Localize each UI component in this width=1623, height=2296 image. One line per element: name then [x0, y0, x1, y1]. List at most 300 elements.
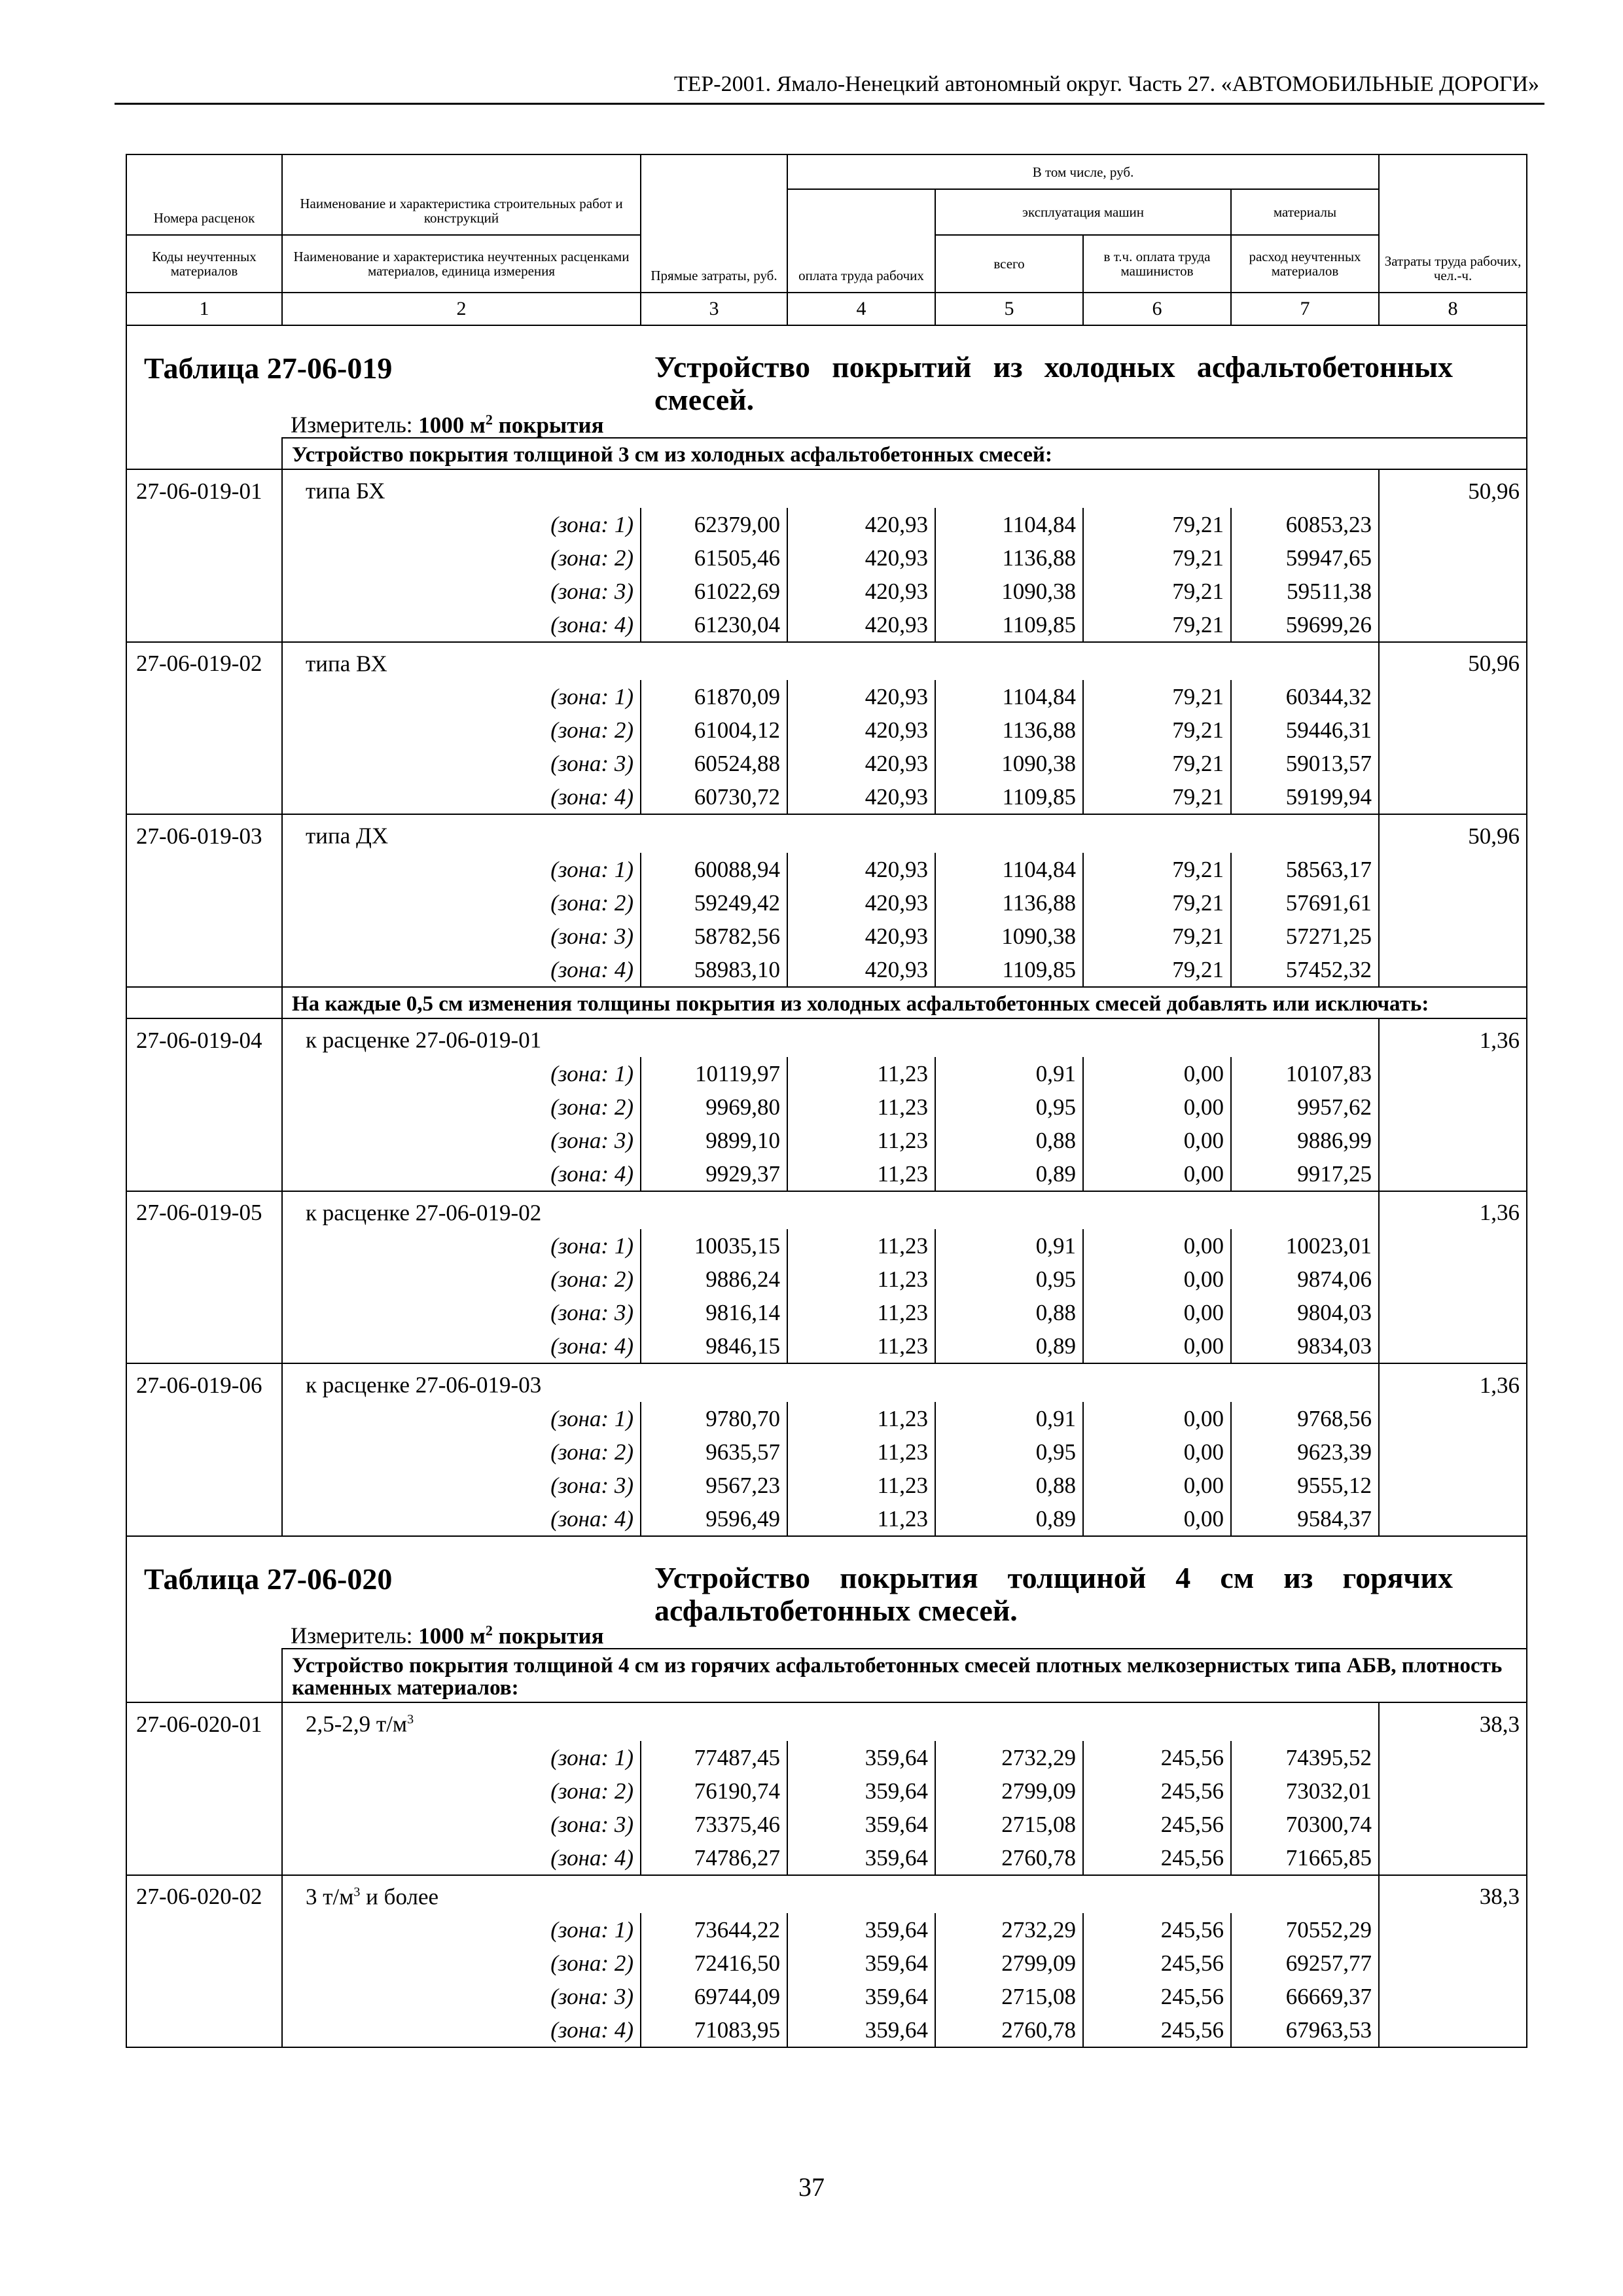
zone-row — [126, 1469, 1527, 1502]
zone-label: (зона: 1) — [282, 508, 641, 541]
rate-name — [282, 1018, 1379, 1057]
zone-machines-total: 1104,84 — [935, 508, 1083, 541]
zone-labor-spacer — [1379, 920, 1527, 953]
rate-name — [282, 469, 1379, 508]
zone-workers-pay: 11,23 — [787, 1057, 935, 1090]
zone-row — [126, 1741, 1527, 1774]
zone-row — [126, 1157, 1527, 1191]
rate-name-text: 3 т/м — [306, 1884, 354, 1910]
rate-name — [282, 1363, 1379, 1402]
zone-workers-pay: 359,64 — [787, 1980, 935, 2013]
table-header — [126, 154, 1527, 325]
zone-workers-pay: 420,93 — [787, 780, 935, 814]
zone-labor-spacer — [1379, 853, 1527, 886]
col-machines-total: всего — [935, 235, 1083, 293]
zone-label: (зона: 2) — [282, 1435, 641, 1469]
zone-code-spacer — [126, 1263, 282, 1296]
zone-materials: 71665,85 — [1231, 1841, 1379, 1875]
zone-code-spacer — [126, 1124, 282, 1157]
group-label: Устройство покрытия толщиной 4 см из горячих асфальтобетонных смесей плотных мелкозернистых типа АБВ, плотность каменных материалов: — [282, 1649, 1527, 1702]
zone-label: (зона: 3) — [282, 1469, 641, 1502]
group-label-row — [126, 987, 1527, 1018]
meter-value: 1000 м — [418, 1623, 486, 1649]
zone-code-spacer — [126, 780, 282, 814]
zone-machines-total: 2715,08 — [935, 1980, 1083, 2013]
zone-label: (зона: 2) — [282, 886, 641, 920]
zone-direct-costs: 9886,24 — [641, 1263, 787, 1296]
zone-direct-costs: 60524,88 — [641, 747, 787, 780]
zone-labor-spacer — [1379, 1090, 1527, 1124]
zone-code-spacer — [126, 886, 282, 920]
zone-row — [126, 608, 1527, 642]
rate-name-text: 2,5-2,9 т/м — [306, 1711, 408, 1737]
zone-workers-pay: 11,23 — [787, 1124, 935, 1157]
zone-machinists-pay: 0,00 — [1083, 1435, 1231, 1469]
zone-row — [126, 1841, 1527, 1875]
rate-labor: 50,96 — [1379, 814, 1527, 853]
col-machinists-pay: в т.ч. оплата труда машинистов — [1083, 235, 1231, 293]
zone-code-spacer — [126, 920, 282, 953]
meter-unit — [418, 412, 603, 438]
rate-name — [282, 1702, 1379, 1741]
zone-machines-total: 2760,78 — [935, 2013, 1083, 2047]
page-number: 37 — [798, 2172, 825, 2202]
rate-name-sup: 3 — [353, 1884, 361, 1899]
zone-machines-total: 2732,29 — [935, 1913, 1083, 1946]
zone-row — [126, 920, 1527, 953]
zone-workers-pay: 11,23 — [787, 1402, 935, 1435]
zone-machinists-pay: 245,56 — [1083, 1980, 1231, 2013]
zone-code-spacer — [126, 747, 282, 780]
zone-direct-costs: 58983,10 — [641, 953, 787, 987]
rate-code: 27-06-020-01 — [126, 1702, 282, 1741]
rate-labor: 1,36 — [1379, 1363, 1527, 1402]
col-labor: Затраты труда рабочих, чел.-ч. — [1379, 154, 1527, 293]
zone-direct-costs: 61505,46 — [641, 541, 787, 575]
zone-row — [126, 886, 1527, 920]
zone-direct-costs: 71083,95 — [641, 2013, 787, 2047]
rate-row — [126, 1191, 1527, 1230]
zone-machinists-pay: 0,00 — [1083, 1090, 1231, 1124]
zone-materials: 9555,12 — [1231, 1469, 1379, 1502]
zone-label: (зона: 3) — [282, 1124, 641, 1157]
zone-code-spacer — [126, 575, 282, 608]
zone-machinists-pay: 79,21 — [1083, 575, 1231, 608]
zone-labor-spacer — [1379, 1841, 1527, 1875]
column-number: 6 — [1083, 293, 1231, 325]
zone-labor-spacer — [1379, 953, 1527, 987]
zone-labor-spacer — [1379, 1329, 1527, 1363]
zone-labor-spacer — [1379, 680, 1527, 713]
zone-machinists-pay: 245,56 — [1083, 1808, 1231, 1841]
zone-machinists-pay: 245,56 — [1083, 1946, 1231, 1980]
zone-machines-total: 0,88 — [935, 1296, 1083, 1329]
zone-materials: 58563,17 — [1231, 853, 1379, 886]
zone-labor-spacer — [1379, 1469, 1527, 1502]
zone-labor-spacer — [1379, 1774, 1527, 1808]
rate-name-sup: 3 — [407, 1712, 414, 1727]
zone-workers-pay: 11,23 — [787, 1263, 935, 1296]
zone-machinists-pay: 0,00 — [1083, 1057, 1231, 1090]
zone-direct-costs: 60088,94 — [641, 853, 787, 886]
rate-name-text: к расценке 27-06-019-02 — [306, 1200, 542, 1226]
zone-labor-spacer — [1379, 1741, 1527, 1774]
rate-code: 27-06-020-02 — [126, 1875, 282, 1914]
zone-machinists-pay: 79,21 — [1083, 886, 1231, 920]
zone-labor-spacer — [1379, 541, 1527, 575]
zone-labor-spacer — [1379, 1435, 1527, 1469]
zone-machinists-pay: 0,00 — [1083, 1263, 1231, 1296]
zone-materials: 57271,25 — [1231, 920, 1379, 953]
zone-code-spacer — [126, 1980, 282, 2013]
zone-label: (зона: 2) — [282, 1263, 641, 1296]
meter-sup: 2 — [485, 411, 493, 427]
zone-workers-pay: 420,93 — [787, 713, 935, 747]
zone-machines-total: 2760,78 — [935, 1841, 1083, 1875]
zone-code-spacer — [126, 1329, 282, 1363]
zone-machines-total: 0,88 — [935, 1469, 1083, 1502]
rate-name-tail: и более — [360, 1884, 439, 1910]
zone-machines-total: 1090,38 — [935, 575, 1083, 608]
zone-direct-costs: 61004,12 — [641, 713, 787, 747]
zone-row — [126, 680, 1527, 713]
zone-row — [126, 1296, 1527, 1329]
rate-row — [126, 1018, 1527, 1057]
zone-machinists-pay: 0,00 — [1083, 1329, 1231, 1363]
rate-labor: 50,96 — [1379, 469, 1527, 508]
zone-label: (зона: 3) — [282, 575, 641, 608]
zone-direct-costs: 9567,23 — [641, 1469, 787, 1502]
meter-unit — [418, 1623, 603, 1649]
zone-machines-total: 1136,88 — [935, 541, 1083, 575]
zone-direct-costs: 73644,22 — [641, 1913, 787, 1946]
zone-row — [126, 1057, 1527, 1090]
zone-direct-costs: 9780,70 — [641, 1402, 787, 1435]
rate-labor: 50,96 — [1379, 642, 1527, 681]
zone-materials: 57691,61 — [1231, 886, 1379, 920]
zone-machines-total: 1136,88 — [935, 886, 1083, 920]
zone-machinists-pay: 79,21 — [1083, 508, 1231, 541]
zone-machines-total: 2715,08 — [935, 1808, 1083, 1841]
zone-workers-pay: 11,23 — [787, 1090, 935, 1124]
zone-materials: 59699,26 — [1231, 608, 1379, 642]
zone-machines-total: 0,91 — [935, 1229, 1083, 1263]
zone-machinists-pay: 245,56 — [1083, 1913, 1231, 1946]
group-label-row — [126, 1649, 1527, 1702]
zone-label: (зона: 1) — [282, 1913, 641, 1946]
zone-machinists-pay: 79,21 — [1083, 541, 1231, 575]
zone-labor-spacer — [1379, 1229, 1527, 1263]
meter-value: 1000 м — [418, 412, 486, 438]
zone-row — [126, 953, 1527, 987]
zone-row — [126, 747, 1527, 780]
zone-machines-total: 1109,85 — [935, 953, 1083, 987]
header-text: ТЕР-2001. Ямало-Ненецкий автономный округ. Часть 27. «АВТОМОБИЛЬНЫЕ ДОРОГИ» — [673, 72, 1539, 96]
zone-workers-pay: 420,93 — [787, 747, 935, 780]
zone-machines-total: 0,88 — [935, 1124, 1083, 1157]
rate-name-text: типа ДХ — [306, 823, 389, 849]
rate-labor: 1,36 — [1379, 1191, 1527, 1230]
zone-direct-costs: 9816,14 — [641, 1296, 787, 1329]
zone-machinists-pay: 79,21 — [1083, 853, 1231, 886]
rate-labor: 38,3 — [1379, 1875, 1527, 1914]
group-label-row — [126, 438, 1527, 469]
zone-materials: 57452,32 — [1231, 953, 1379, 987]
zone-direct-costs: 61230,04 — [641, 608, 787, 642]
zone-direct-costs: 10035,15 — [641, 1229, 787, 1263]
rate-code: 27-06-019-06 — [126, 1363, 282, 1402]
zone-label: (зона: 4) — [282, 1502, 641, 1536]
zone-materials: 59511,38 — [1231, 575, 1379, 608]
zone-labor-spacer — [1379, 1157, 1527, 1191]
zone-machinists-pay: 245,56 — [1083, 2013, 1231, 2047]
section-heading-row — [126, 325, 1527, 438]
zone-direct-costs: 76190,74 — [641, 1774, 787, 1808]
zone-row — [126, 1808, 1527, 1841]
zone-direct-costs: 9635,57 — [641, 1435, 787, 1469]
zone-code-spacer — [126, 1402, 282, 1435]
rate-row — [126, 1875, 1527, 1914]
zone-machines-total: 0,91 — [935, 1402, 1083, 1435]
zone-machines-total: 1104,84 — [935, 853, 1083, 886]
column-number: 1 — [126, 293, 282, 325]
zone-code-spacer — [126, 1296, 282, 1329]
zone-label: (зона: 3) — [282, 1296, 641, 1329]
column-number: 8 — [1379, 293, 1527, 325]
zone-labor-spacer — [1379, 1263, 1527, 1296]
zone-code-spacer — [126, 1502, 282, 1536]
rate-code: 27-06-019-02 — [126, 642, 282, 681]
section-heading-row — [126, 1536, 1527, 1649]
zone-workers-pay: 11,23 — [787, 1329, 935, 1363]
zone-machinists-pay: 245,56 — [1083, 1774, 1231, 1808]
zone-label: (зона: 2) — [282, 1946, 641, 1980]
zone-direct-costs: 61022,69 — [641, 575, 787, 608]
zone-labor-spacer — [1379, 1057, 1527, 1090]
zone-materials: 74395,52 — [1231, 1741, 1379, 1774]
section-heading-box — [127, 1537, 1526, 1648]
col-work-name: Наименование и характеристика строительных работ и конструкций — [282, 154, 641, 235]
zone-machines-total: 1109,85 — [935, 608, 1083, 642]
zone-label: (зона: 3) — [282, 1808, 641, 1841]
zone-row — [126, 1774, 1527, 1808]
rate-row — [126, 1363, 1527, 1402]
zone-labor-spacer — [1379, 886, 1527, 920]
rate-name — [282, 1191, 1379, 1230]
zone-row — [126, 1946, 1527, 1980]
rate-code: 27-06-019-05 — [126, 1191, 282, 1230]
zone-code-spacer — [126, 1741, 282, 1774]
page-header — [115, 71, 1544, 105]
zone-row — [126, 575, 1527, 608]
col-direct-costs: Прямые затраты, руб. — [641, 154, 787, 293]
zone-row — [126, 780, 1527, 814]
zone-code-spacer — [126, 853, 282, 886]
zone-row — [126, 541, 1527, 575]
zone-code-spacer — [126, 2013, 282, 2047]
zone-labor-spacer — [1379, 575, 1527, 608]
zone-direct-costs: 9899,10 — [641, 1124, 787, 1157]
col-rate-numbers: Номера расценок — [126, 154, 282, 235]
zone-machines-total: 2732,29 — [935, 1741, 1083, 1774]
zone-label: (зона: 1) — [282, 853, 641, 886]
zone-workers-pay: 11,23 — [787, 1296, 935, 1329]
zone-row — [126, 1229, 1527, 1263]
zone-workers-pay: 420,93 — [787, 541, 935, 575]
zone-code-spacer — [126, 541, 282, 575]
zone-label: (зона: 4) — [282, 953, 641, 987]
zone-label: (зона: 4) — [282, 780, 641, 814]
rate-code: 27-06-019-03 — [126, 814, 282, 853]
zone-materials: 59446,31 — [1231, 713, 1379, 747]
zone-label: (зона: 1) — [282, 1057, 641, 1090]
section-heading-box — [127, 326, 1526, 437]
zone-machines-total: 1090,38 — [935, 747, 1083, 780]
rate-labor: 38,3 — [1379, 1702, 1527, 1741]
zone-machinists-pay: 79,21 — [1083, 713, 1231, 747]
zone-materials: 9584,37 — [1231, 1502, 1379, 1536]
zone-code-spacer — [126, 1435, 282, 1469]
zone-direct-costs: 61870,09 — [641, 680, 787, 713]
zone-materials: 9917,25 — [1231, 1157, 1379, 1191]
table-body — [126, 325, 1527, 2047]
zone-direct-costs: 73375,46 — [641, 1808, 787, 1841]
zone-machinists-pay: 0,00 — [1083, 1502, 1231, 1536]
zone-materials: 69257,77 — [1231, 1946, 1379, 1980]
zone-machinists-pay: 0,00 — [1083, 1296, 1231, 1329]
zone-labor-spacer — [1379, 1808, 1527, 1841]
zone-materials: 70300,74 — [1231, 1808, 1379, 1841]
zone-materials: 60344,32 — [1231, 680, 1379, 713]
zone-direct-costs: 10119,97 — [641, 1057, 787, 1090]
table-meter — [291, 1622, 604, 1649]
col-codes-unaccounted: Коды неучтенных материалов — [126, 235, 282, 293]
meter-sup: 2 — [485, 1621, 493, 1638]
zone-direct-costs: 60730,72 — [641, 780, 787, 814]
meter-tail: покрытия — [492, 1623, 604, 1649]
col-incl-rub: В том числе, руб. — [787, 154, 1379, 189]
zone-code-spacer — [126, 1808, 282, 1841]
zone-workers-pay: 420,93 — [787, 886, 935, 920]
zone-direct-costs: 58782,56 — [641, 920, 787, 953]
zone-code-spacer — [126, 1946, 282, 1980]
zone-workers-pay: 11,23 — [787, 1435, 935, 1469]
group-label-spacer — [126, 438, 282, 469]
zone-row — [126, 508, 1527, 541]
rate-code: 27-06-019-01 — [126, 469, 282, 508]
zone-workers-pay: 359,64 — [787, 1946, 935, 1980]
zone-label: (зона: 3) — [282, 747, 641, 780]
zone-workers-pay: 11,23 — [787, 1469, 935, 1502]
rate-row — [126, 469, 1527, 508]
zone-machines-total: 2799,09 — [935, 1946, 1083, 1980]
zone-labor-spacer — [1379, 713, 1527, 747]
column-numbers-row — [126, 293, 1527, 325]
zone-materials: 73032,01 — [1231, 1774, 1379, 1808]
zone-labor-spacer — [1379, 1946, 1527, 1980]
zone-workers-pay: 420,93 — [787, 920, 935, 953]
zone-workers-pay: 359,64 — [787, 1808, 935, 1841]
zone-machines-total: 0,91 — [935, 1057, 1083, 1090]
rate-name — [282, 642, 1379, 681]
zone-row — [126, 1980, 1527, 2013]
column-number: 4 — [787, 293, 935, 325]
zone-label: (зона: 2) — [282, 1774, 641, 1808]
col-materials: материалы — [1231, 189, 1379, 235]
zone-row — [126, 1124, 1527, 1157]
table-name: Устройство покрытия толщиной 4 см из горячих асфальтобетонных смесей. — [654, 1560, 1453, 1627]
zone-row — [126, 1913, 1527, 1946]
zone-direct-costs: 62379,00 — [641, 508, 787, 541]
zone-machines-total: 0,95 — [935, 1435, 1083, 1469]
zone-direct-costs: 9969,80 — [641, 1090, 787, 1124]
zone-materials: 59947,65 — [1231, 541, 1379, 575]
table-title: Таблица 27-06-020 — [144, 1562, 393, 1596]
zone-direct-costs: 77487,45 — [641, 1741, 787, 1774]
zone-workers-pay: 420,93 — [787, 508, 935, 541]
zone-code-spacer — [126, 1229, 282, 1263]
zone-label: (зона: 2) — [282, 1090, 641, 1124]
zone-labor-spacer — [1379, 1913, 1527, 1946]
zone-row — [126, 1502, 1527, 1536]
zone-machinists-pay: 0,00 — [1083, 1124, 1231, 1157]
zone-label: (зона: 4) — [282, 1329, 641, 1363]
zone-materials: 9874,06 — [1231, 1263, 1379, 1296]
zone-materials: 9834,03 — [1231, 1329, 1379, 1363]
zone-labor-spacer — [1379, 747, 1527, 780]
zone-code-spacer — [126, 680, 282, 713]
zone-machines-total: 1090,38 — [935, 920, 1083, 953]
zone-materials: 60853,23 — [1231, 508, 1379, 541]
rate-name-text: к расценке 27-06-019-03 — [306, 1372, 542, 1398]
col-machines: эксплуатация машин — [935, 189, 1231, 235]
zone-row — [126, 713, 1527, 747]
column-number: 3 — [641, 293, 787, 325]
zone-machines-total: 1109,85 — [935, 780, 1083, 814]
zone-workers-pay: 359,64 — [787, 2013, 935, 2047]
zone-labor-spacer — [1379, 2013, 1527, 2047]
zone-row — [126, 2013, 1527, 2047]
table-name: Устройство покрытий из холодных асфальтобетонных смесей. — [654, 350, 1453, 416]
zone-row — [126, 1090, 1527, 1124]
zone-machinists-pay: 79,21 — [1083, 780, 1231, 814]
zone-code-spacer — [126, 1774, 282, 1808]
zone-materials: 10023,01 — [1231, 1229, 1379, 1263]
meter-label: Измеритель: — [291, 1623, 413, 1649]
table-meter — [291, 411, 604, 439]
zone-machinists-pay: 79,21 — [1083, 920, 1231, 953]
zone-machines-total: 0,89 — [935, 1502, 1083, 1536]
zone-code-spacer — [126, 1157, 282, 1191]
zone-materials: 10107,83 — [1231, 1057, 1379, 1090]
zone-direct-costs: 74786,27 — [641, 1841, 787, 1875]
zone-workers-pay: 359,64 — [787, 1841, 935, 1875]
zone-materials: 9957,62 — [1231, 1090, 1379, 1124]
zone-machinists-pay: 0,00 — [1083, 1229, 1231, 1263]
zone-materials: 66669,37 — [1231, 1980, 1379, 2013]
zone-workers-pay: 359,64 — [787, 1913, 935, 1946]
zone-direct-costs: 9846,15 — [641, 1329, 787, 1363]
col-unaccounted-usage: расход неучтенных материалов — [1231, 235, 1379, 293]
meter-label: Измеритель: — [291, 412, 413, 438]
zone-label: (зона: 1) — [282, 680, 641, 713]
rate-labor: 1,36 — [1379, 1018, 1527, 1057]
zone-labor-spacer — [1379, 608, 1527, 642]
zone-label: (зона: 1) — [282, 1229, 641, 1263]
zone-machinists-pay: 0,00 — [1083, 1402, 1231, 1435]
zone-label: (зона: 2) — [282, 541, 641, 575]
zone-machinists-pay: 79,21 — [1083, 680, 1231, 713]
